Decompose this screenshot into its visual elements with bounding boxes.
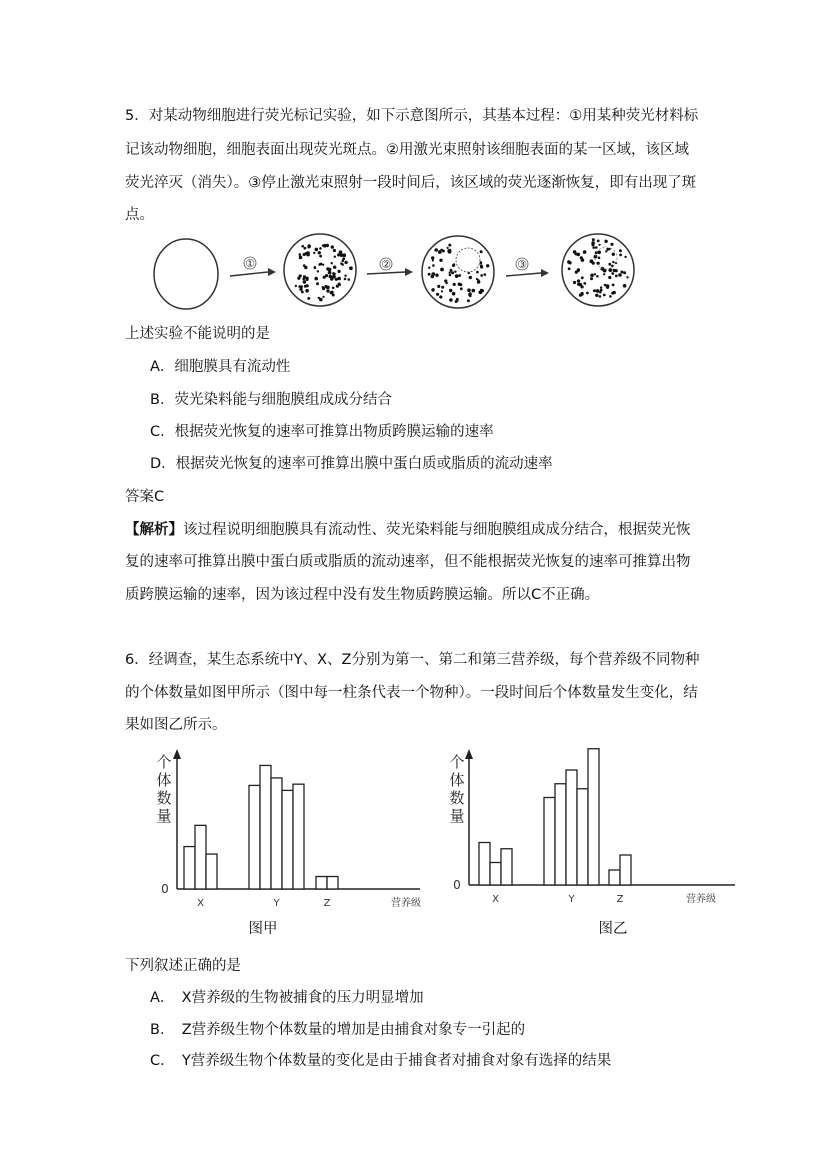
q5-text-line-2: 记该动物细胞，细胞表面出现荧光斑点。②用激光束照射该细胞表面的某一区域，该区域 (125, 142, 689, 158)
y-zero-label: 0 (453, 878, 461, 892)
q5-analysis-text-1: 该过程说明细胞膜具有流动性、荧光染料能与细胞膜组成成分结合，根据荧光恢 (183, 522, 691, 538)
arrow-step-1-label: ① (245, 257, 255, 270)
cell-recovered (562, 234, 634, 306)
q5-option-d: D．根据荧光恢复的速率可推算出膜中蛋白质或脂质的流动速率 (150, 456, 553, 472)
q5-analysis-line-3: 质跨膜运输的速率，因为该过程中没有发生物质跨膜运输。所以C不正确。 (125, 587, 600, 603)
bar-y-2 (260, 765, 271, 889)
cell-labeled (284, 234, 356, 306)
bar-z-2 (620, 855, 631, 885)
q5-analysis-line-1 (125, 520, 691, 540)
bar-y-4 (577, 789, 588, 885)
arrow-step-2 (367, 258, 413, 276)
cell-quenched (422, 236, 494, 308)
q6-option-b: B． Z营养级生物个体数量的增加是由捕食对象专一引起的 (150, 1022, 526, 1038)
bar-x-2 (490, 863, 501, 886)
bar-y-2 (555, 784, 566, 885)
bar-x-3 (206, 854, 217, 889)
chart-title: 图乙 (598, 921, 628, 937)
bar-x-1 (479, 843, 490, 886)
q5-stem: 上述实验不能说明的是 (125, 326, 270, 342)
q6-text-line-1: 6．经调查，某生态系统中Y、X、Z分别为第一、第二和第三营养级，每个营养级不同物种 (125, 652, 700, 668)
bar-y-5 (293, 784, 304, 889)
chart-title: 图甲 (248, 921, 278, 937)
fluorescence-diagram (150, 232, 650, 312)
x-tick-label-y: Y (568, 894, 575, 905)
q5-analysis-tag: 【解析】 (125, 522, 183, 538)
q6-stem: 下列叙述正确的是 (125, 958, 241, 974)
bar-z-1 (316, 877, 327, 889)
q6-text-line-3: 果如图乙所示。 (125, 717, 227, 733)
bar-x-3 (501, 849, 512, 885)
bar-x-2 (195, 825, 206, 889)
q5-analysis-line-2: 复的速率可推算出膜中蛋白质或脂质的流动速率，但不能根据荧光恢复的速率可推算出物 (125, 554, 691, 570)
chart-jia (150, 745, 440, 945)
bar-y-5 (588, 749, 599, 885)
chart-yi (445, 745, 745, 945)
bar-y-3 (271, 778, 282, 889)
y-axis-arrow (465, 749, 473, 759)
bar-z-1 (609, 870, 620, 885)
x-tick-label-z: Z (616, 894, 624, 905)
arrow-step-3-label: ③ (517, 258, 527, 271)
x-axis-label: 营养级 (686, 894, 716, 905)
bar-y-1 (249, 785, 260, 889)
bar-y-4 (282, 790, 293, 889)
q6-option-a: A． X营养级的生物被捕食的压力明显增加 (150, 990, 424, 1006)
x-tick-label-x: X (492, 894, 499, 905)
q5-option-a: A．细胞膜具有流动性 (150, 359, 291, 375)
q5-text-line-3: 荧光淬灭（消失）。③停止激光束照射一段时间后，该区域的荧光逐渐恢复，即有出现了斑 (125, 175, 697, 191)
x-tick-label-z: Z (323, 898, 331, 909)
y-axis-arrow (173, 749, 181, 759)
x-tick-label-x: X (197, 898, 204, 909)
x-axis-label: 营养级 (391, 898, 421, 909)
bar-y-1 (544, 798, 555, 886)
bar-z-2 (327, 877, 338, 889)
arrow-step-1 (230, 257, 276, 276)
q6-option-c: C． Y营养级生物个体数量的变化是由于捕食者对捕食对象有选择的结果 (150, 1053, 612, 1069)
q6-text-line-2: 的个体数量如图甲所示（图中每一柱条代表一个物种）。一段时间后个体数量发生变化，结 (125, 685, 698, 701)
x-tick-label-y: Y (273, 898, 280, 909)
q5-option-b: B．荧光染料能与细胞膜组成成分结合 (150, 392, 392, 408)
y-axis-label: 个体数量 (449, 753, 465, 825)
q5-answer: 答案C (125, 489, 165, 505)
y-axis-label: 个体数量 (156, 753, 172, 825)
arrow-step-2-label: ② (381, 258, 391, 271)
y-zero-label: 0 (161, 882, 169, 896)
arrow-step-3 (506, 258, 549, 277)
q5-text-line-1: 5．对某动物细胞进行荧光标记实验，如下示意图所示，其基本过程：①用某种荧光材料标 (125, 108, 699, 124)
bar-x-1 (184, 847, 195, 889)
cell-unlabeled (154, 239, 218, 309)
q5-option-c: C．根据荧光恢复的速率可推算出物质跨膜运输的速率 (150, 424, 494, 440)
q5-text-line-4: 点。 (125, 207, 154, 223)
bar-y-3 (566, 770, 577, 885)
